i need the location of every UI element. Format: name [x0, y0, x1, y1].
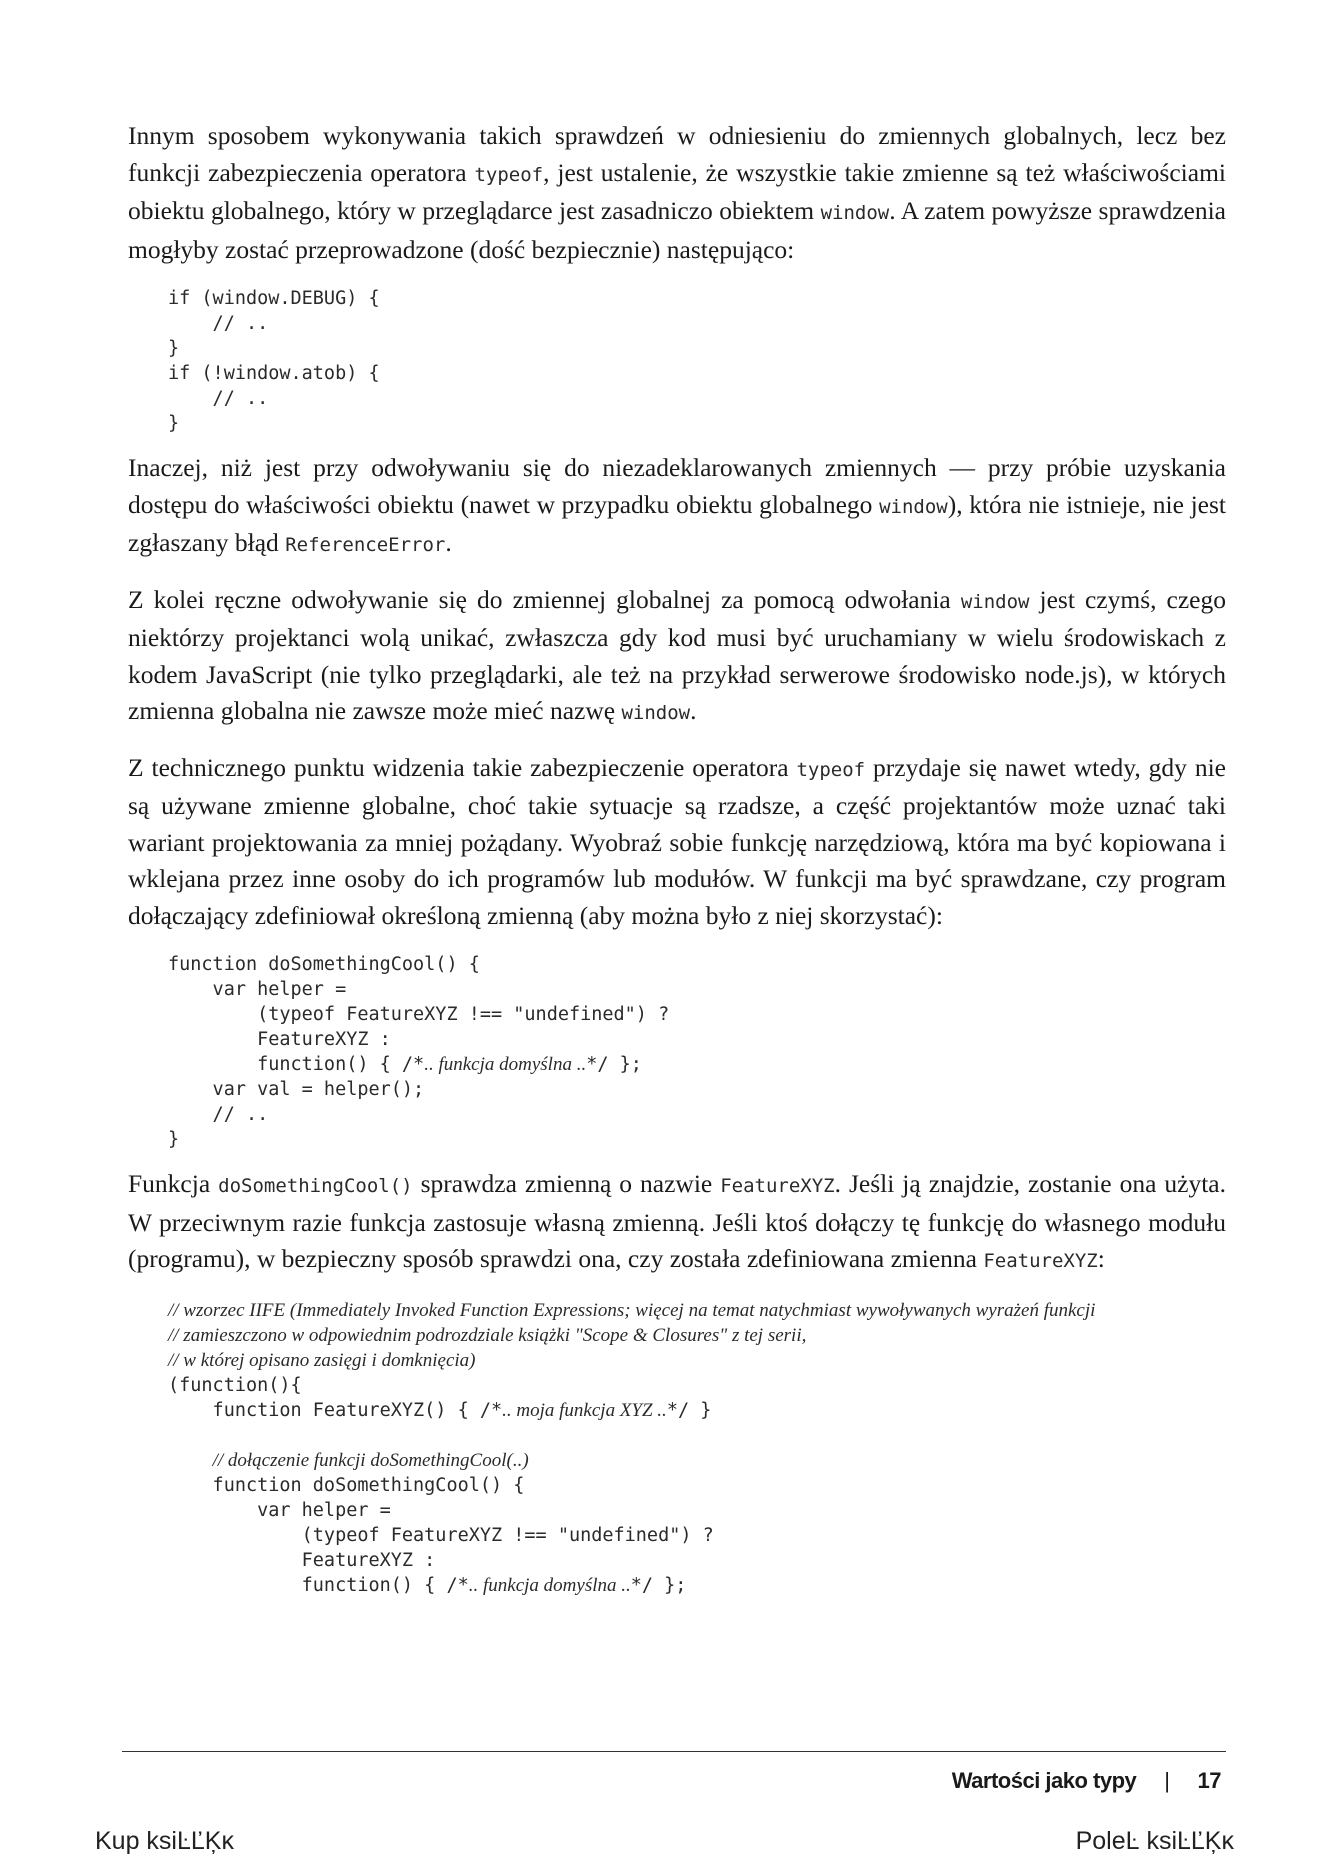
code-line: if (!window.atob) { — [168, 363, 380, 384]
code-line: var val = helper(); — [168, 1079, 425, 1100]
footer-separator: | — [1164, 1768, 1170, 1793]
code-line: } — [168, 1129, 180, 1150]
page-number: 17 — [1197, 1768, 1221, 1793]
page-content — [128, 118, 1226, 1612]
code-block-3 — [168, 1298, 1226, 1598]
code-line: */ }; — [586, 1054, 642, 1075]
text: ), która nie istnieje, nie jest zgłaszany błąd — [128, 489, 1226, 557]
footer-divider — [122, 1751, 1226, 1752]
recommend-book-link[interactable]: PoleĿ ksiĿĽĶĸ — [1075, 1827, 1234, 1855]
code-comment: .. funkcja domyślna .. — [468, 1574, 631, 1596]
code-line: if (window.DEBUG) { — [168, 288, 380, 309]
code-line: } — [168, 338, 180, 359]
inline-code: FeatureXYZ — [983, 1250, 1098, 1272]
code-line: function() { /* — [168, 1054, 425, 1075]
code-line: function doSomethingCool() { — [168, 1474, 525, 1496]
text: Funkcja — [128, 1169, 219, 1198]
text: Innym sposobem wykonywania takich sprawdzeń w odniesieniu do zmiennych globalnych, lecz bez funkcji zabezpieczenia operatora — [128, 121, 1226, 187]
text: . — [445, 528, 452, 557]
buy-book-link[interactable]: Kup ksiĿĽĶĸ — [95, 1827, 234, 1855]
code-line: // .. — [168, 388, 269, 409]
code-line: (typeof FeatureXYZ !== "undefined") ? — [168, 1004, 670, 1025]
code-block-1 — [168, 286, 1226, 436]
paragraph-2 — [128, 450, 1226, 564]
inline-code: ReferenceError — [285, 534, 446, 556]
text: Inaczej, niż jest przy odwoływaniu się do niezadeklarowanych zmiennych — przy próbie uzyskania dostępu do właściwości obiektu (nawet w przypadku obiektu globalnego — [128, 453, 1226, 519]
inline-code: window — [960, 590, 1030, 613]
code-line: function() { /* — [168, 1574, 469, 1596]
paragraph-3 — [128, 582, 1226, 732]
inline-code: typeof — [796, 758, 866, 781]
page-footer — [952, 1768, 1221, 1794]
code-line: function FeatureXYZ() { /* — [168, 1399, 503, 1421]
text: przydaje się nawet wtedy, gdy nie są używane zmienne globalne, choć takie sytuacje są rzadsze, a część projektantów może uznać taki wariant projektowania za mniej pożądany. Wyobraź sobie funkcję narzędziową, która ma być kopiowana i wklejana przez inne osoby do ich programów lub modułów. W funkcji ma być sprawdzane, czy program dołączający zdefiniował określoną zmienną (aby można było z niej skorzystać): — [128, 752, 1226, 930]
text: Z technicznego punktu widzenia takie zabezpieczenie operatora — [128, 752, 797, 782]
inline-code: FeatureXYZ — [720, 1175, 835, 1197]
code-line: FeatureXYZ : — [168, 1549, 436, 1571]
text: : — [1097, 1244, 1105, 1273]
code-block-2 — [168, 952, 1226, 1152]
text: , jest ustalenie, że wszystkie takie zmienne są też właściwościami obiektu globalnego, który w przeglądarce jest zasadniczo obiektem — [128, 157, 1226, 225]
text: sprawdza zmienną o nazwie — [412, 1169, 721, 1198]
code-line: // .. — [168, 1104, 269, 1125]
inline-code: typeof — [474, 163, 544, 186]
code-comment: // zamieszczono w odpowiednim podrozdziale książki "Scope & Closures" z tej serii, — [168, 1324, 807, 1346]
text: . A zatem powyższe sprawdzenia mogłyby zostać przeprowadzone (dość bezpiecznie) następująco: — [128, 196, 1226, 264]
text: jest czymś, czego niektórzy projektanci wolą unikać, zwłaszcza gdy kod musi być uruchamiany w wielu środowiskach z kodem JavaScript (nie tylko przeglądarki, ale też na przykład serwerowe środowisko node.js), w których zmienna globalna nie zawsze może mieć nazwę — [128, 584, 1226, 725]
code-comment: .. moja funkcja XYZ .. — [502, 1399, 667, 1421]
inline-code: window — [621, 702, 691, 724]
code-line: FeatureXYZ : — [168, 1029, 391, 1050]
code-line: */ }; — [630, 1574, 687, 1596]
inline-code: window — [879, 495, 948, 518]
text: Z kolei ręczne odwoływanie się do zmiennej globalnej za pomocą odwołania — [128, 584, 961, 614]
code-line: (function(){ — [168, 1374, 302, 1396]
paragraph-1 — [128, 118, 1226, 268]
code-comment: .. funkcja domyślna .. — [424, 1054, 587, 1075]
text: . — [690, 696, 697, 725]
code-comment: // wzorzec IIFE (Immediately Invoked Function Expressions; więcej na temat natychmiast wywoływanych wyrażeń funkcji — [168, 1299, 1096, 1321]
section-title: Wartości jako typy — [951, 1768, 1137, 1793]
code-line: var helper = — [168, 979, 347, 1000]
text: . Jeśli ją znajdzie, zostanie ona użyta. W przeciwnym razie funkcja zastosuje własną zmienną. Jeśli ktoś dołączy tę funkcję do własnego modułu (programu), w bezpieczny sposób sprawdzi ona, czy została zdefiniowana zmienna — [128, 1169, 1226, 1273]
paragraph-5 — [128, 1166, 1226, 1280]
code-line: function doSomethingCool() { — [168, 954, 480, 975]
inline-code: doSomethingCool() — [218, 1175, 413, 1197]
code-line: } — [168, 413, 180, 434]
inline-code: window — [820, 202, 890, 224]
code-comment: // dołączenie funkcji doSomethingCool(..) — [212, 1449, 529, 1471]
code-line: // .. — [168, 313, 269, 334]
code-comment: // w której opisano zasięgi i domknięcia) — [168, 1349, 476, 1371]
code-line: var helper = — [168, 1499, 391, 1521]
code-line: (typeof FeatureXYZ !== "undefined") ? — [168, 1524, 714, 1546]
paragraph-4 — [128, 750, 1226, 935]
code-line: */ } — [666, 1399, 712, 1421]
